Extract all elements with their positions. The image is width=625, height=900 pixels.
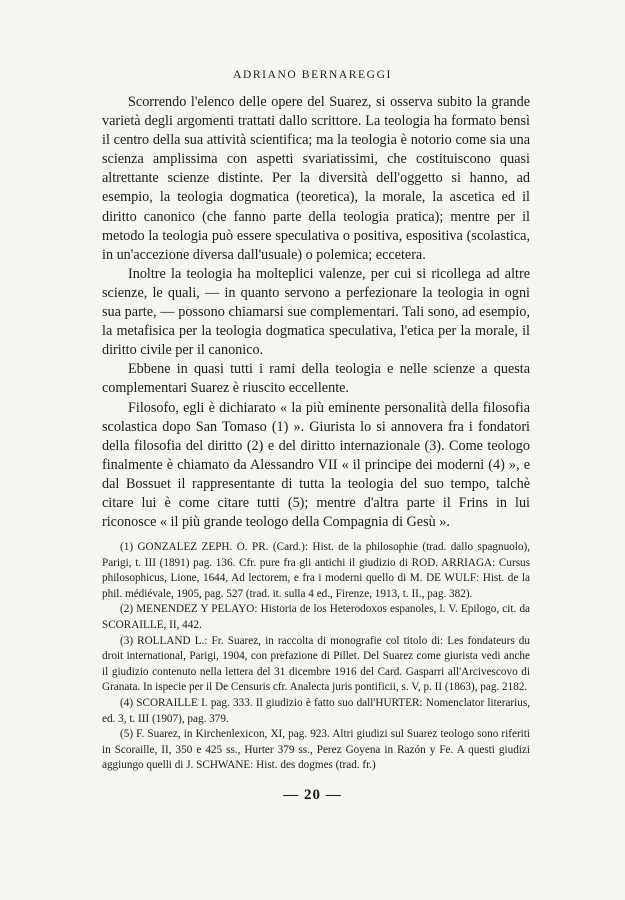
paragraph-3: Ebbene in quasi tutti i rami della teologia e nelle scienze a questa complementari Suarez è riuscito eccellente.	[102, 361, 530, 397]
footnote-2: (2) MENENDEZ Y PELAYO: Historia de los Heterodoxos espanoles, l. V. Epilogo, cit. da SCORAILLE, II, 442.	[102, 603, 530, 631]
running-head: ADRIANO BERNAREGGI	[233, 69, 392, 81]
main-text	[102, 93, 530, 532]
footnote-3: (3) ROLLAND L.: Fr. Suarez, in raccolta di monografie col titolo di: Les fondateurs du droit international, Parigi, 1904, con prefazione di Pillet. Del Suarez come giurista vedi anche il giudizio contenuto nella lettera del 31 dicembre 1916 del Card. Gasparri all'Arcivescovo di Granata. In ispecie per il De Censuris cfr. Analecta juris pontificii, s. V, p. II (1863), pag. 2182.	[102, 634, 530, 694]
paragraph-4: Filosofo, egli è dichiarato « la più eminente personalità della filosofia scolastica dopo San Tomaso (1) ». Giurista lo si annovera fra i fondatori della filosofia del diritto (2) e del diritto internazionale (3). Come teologo finalmente è chiamato da Alessandro VII « il principe dei moderni (4) », e dal Bossuet il rappresentante di tutta la teologia del suo tempo, talchè citare lui è come citare tutti (5); mentre d'altra parte il Frins in lui riconosce « il più grande teologo della Compagnia di Gesù ».	[102, 399, 530, 531]
footnote-1: (1) GONZALEZ ZEPH. O. PR. (Card.): Hist. de la philosophie (trad. dallo spagnuolo), Parigi, t. III (1891) pag. 136. Cfr. pure fra gli antichi il giudizio di ROD. ARRIAGA: Cursus philosophicus, Lione, 1644, Ad lectorem, e fra i moderni quello di M. DE WULF: Hist. de la phil. médiévale, 1905, pag. 527 (trad. it. sulla 4 ed., Firenze, 1913, t. II., pag. 382).	[102, 541, 530, 600]
paragraph-2: Inoltre la teologia ha molteplici valenze, per cui si ricollega ad altre scienze, le quali, — in quanto servono a perfezionare la teologia in ogni sua parte, — possono chiamarsi sue complementari. Tali sono, ad esempio, la metafisica per la teologia dogmatica speculativa, l'etica per la morale, il diritto civile per il canonico.	[102, 265, 530, 359]
page-number: — 20 —	[283, 787, 342, 803]
footnote-5: (5) F. Suarez, in Kirchenlexicon, XI, pag. 923. Altri giudizi sul Suarez teologo sono riferiti in Scoraille, II, 350 e 425 ss., Hurter 379 ss., Perez Goyena in Razón y Fe. A questi giudizi aggiungo quelli di J. SCHWANE: Hist. des dogmes (trad. fr.)	[102, 728, 530, 772]
footnotes	[102, 540, 530, 774]
paragraph-1: Scorrendo l'elenco delle opere del Suarez, si osserva subito la grande varietà degli argomenti trattati dallo scrittore. La teologia ha formato bensì il centro della sua attività scientifica; ma la teologia è notorio come sia una scienza amplissima con aspetti svariatissimi, che costituiscono quasi altrettante scienze distinte. Per la diversità dell'oggetto si hanno, ad esempio, la teologia dogmatica (teoretica), la morale, la ascetica ed il diritto canonico (che fanno parte della teologia pratica); mentre per il metodo la teologia può essere speculativa o positiva, espositiva (scolastica, in un'accezione diversa dall'usuale) o polemica; eccetera.	[102, 94, 530, 263]
footnote-4: (4) SCORAILLE I. pag. 333. Il giudizio è fatto suo dall'HURTER: Nomenclator literarius, ed. 3, t. III (1907), pag. 379.	[102, 696, 530, 725]
